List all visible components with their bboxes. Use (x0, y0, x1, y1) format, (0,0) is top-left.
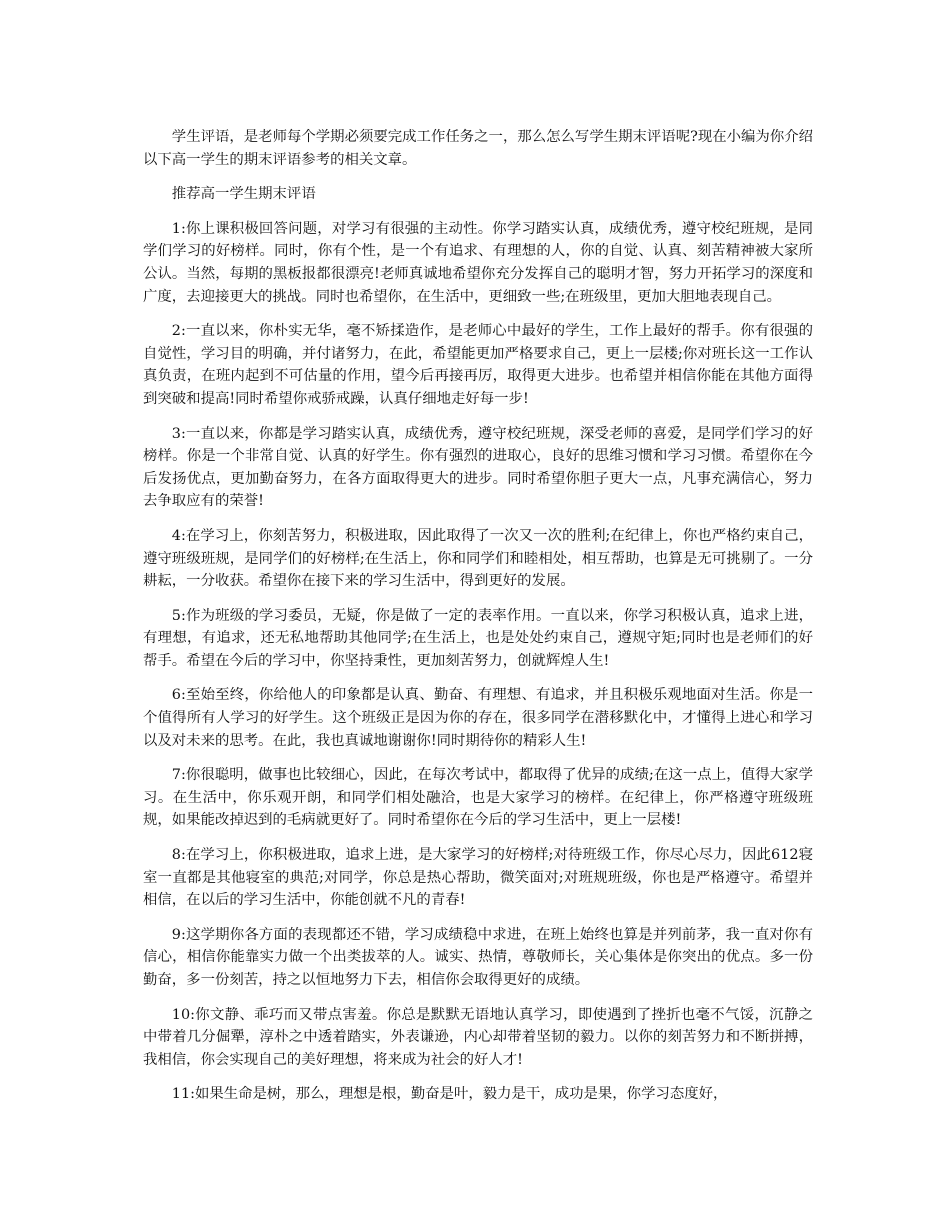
comment-paragraph-6: 6:至始至终，你给他人的印象都是认真、勤奋、有理想、有追求，并且积极乐观地面对生活。你是一个值得所有人学习的好学生。这个班级正是因为你的存在，很多同学在潜移默化中，才懂得上进心和学习以及对未来的思考。在此，我也真诚地谢谢你!同时期待你的精彩人生! (143, 687, 813, 749)
comment-paragraph-10: 10:你文静、乖巧而又带点害羞。你总是默默无语地认真学习，即使遇到了挫折也毫不气馁，沉静之中带着几分倔犟，淳朴之中透着踏实，外表谦逊，内心却带着坚韧的毅力。以你的刻苦努力和不断拼搏，我相信，你会实现自己的美好理想，将来成为社会的好人才! (143, 1006, 813, 1068)
comment-paragraph-8: 8:在学习上，你积极进取，追求上进，是大家学习的好榜样;对待班级工作，你尽心尽力，因此612寝室一直都是其他寝室的典范;对同学，你总是热心帮助，微笑面对;对班规班级，你也是严格遵守。希望并相信，在以后的学习生活中，你能创就不凡的青春! (143, 847, 813, 909)
comment-paragraph-2: 2:一直以来，你朴实无华，毫不矫揉造作，是老师心中最好的学生，工作上最好的帮手。你有很强的自觉性，学习目的明确，并付诸努力，在此，希望能更加严格要求自己，更上一层楼;你对班长这一工作认真负责，在班内起到不可估量的作用，望今后再接再厉，取得更大进步。也希望并相信你能在其他方面得到突破和提高!同时希望你戒骄戒躁，认真仔细地走好每一步! (143, 323, 813, 407)
comment-paragraph-4: 4:在学习上，你刻苦努力，积极进取，因此取得了一次又一次的胜利;在纪律上，你也严格约束自己，遵守班级班规，是同学们的好榜样;在生活上，你和同学们和睦相处，相互帮助，也算是无可挑剔了。一分耕耘，一分收获。希望你在接下来的学习生活中，得到更好的发展。 (143, 527, 813, 590)
comment-paragraph-9: 9:这学期你各方面的表现都还不错，学习成绩稳中求进，在班上始终也算是并列前茅，我一直对你有信心，相信你能靠实力做一个出类拔萃的人。诚实、热情，尊敬师长，关心集体是你突出的优点。多一份勤奋，多一份刻苦，持之以恒地努力下去，相信你会取得更好的成绩。 (143, 926, 813, 988)
comment-paragraph-3: 3:一直以来，你都是学习踏实认真，成绩优秀，遵守校纪班规，深受老师的喜爱，是同学们学习的好榜样。你是一个非常自觉、认真的好学生。你有强烈的进取心，良好的思维习惯和学习习惯。希望你在今后发扬优点，更加勤奋努力，在各方面取得更大的进步。同时希望你胆子更大一点，凡事充满信心，努力去争取应有的荣誉! (143, 425, 813, 510)
comment-paragraph-7: 7:你很聪明，做事也比较细心，因此，在每次考试中，都取得了优异的成绩;在这一点上，值得大家学习。在生活中，你乐观开朗，和同学们相处融洽，也是大家学习的榜样。在纪律上，你严格遵守班级班规，如果能改掉迟到的毛病就更好了。同时希望你在今后的学习生活中，更上一层楼! (143, 767, 813, 829)
intro-paragraph: 学生评语，是老师每个学期必须要完成工作任务之一，那么怎么写学生期末评语呢?现在小编为你介绍以下高一学生的期末评语参考的相关文章。 (143, 129, 813, 168)
document-body (143, 126, 813, 1118)
section-heading: 推荐高一学生期末评语 (171, 186, 316, 203)
comment-paragraph-5: 5:作为班级的学习委员，无疑，你是做了一定的表率作用。一直以来，你学习积极认真，追求上进，有理想，有追求，还无私地帮助其他同学;在生活上，也是处处约束自己，遵规守矩;同时也是老师们的好帮手。希望在今后的学习中，你坚持秉性，更加刻苦努力，创就辉煌人生! (143, 607, 813, 669)
comment-paragraph-11: 11:如果生命是树，那么，理想是根，勤奋是叶，毅力是干，成功是果，你学习态度好， (171, 1086, 728, 1103)
comment-paragraph-1: 1:你上课积极回答问题，对学习有很强的主动性。你学习踏实认真，成绩优秀，遵守校纪班规，是同学们学习的好榜样。同时，你有个性，是一个有追求、有理想的人，你的自觉、认真、刻苦精神被大家所公认。当然，每期的黑板报都很漂亮!老师真诚地希望你充分发挥自己的聪明才智，努力开拓学习的深度和广度，去迎接更大的挑战。同时也希望你，在生活中，更细致一些;在班级里，更加大胆地表现自己。 (143, 220, 813, 305)
